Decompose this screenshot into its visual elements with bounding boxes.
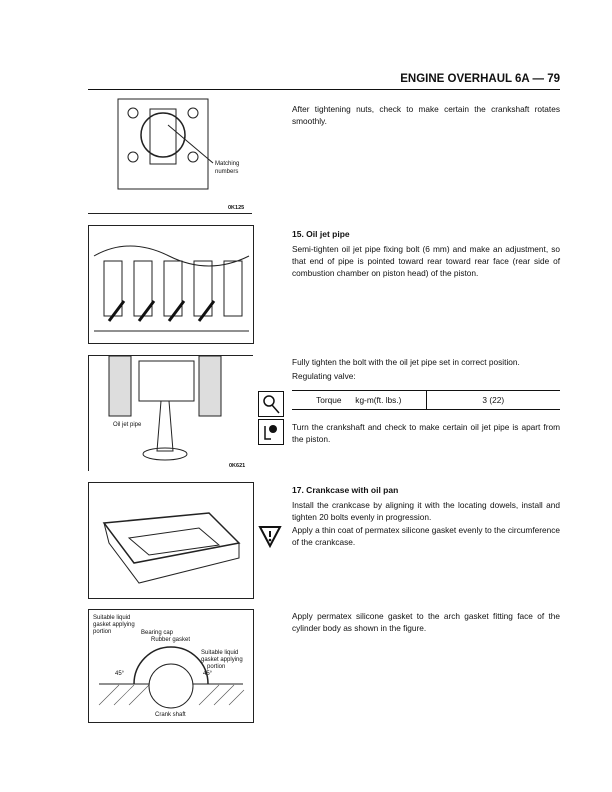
svg-text:Bearing cap: Bearing cap <box>141 630 174 636</box>
svg-text:45°: 45° <box>115 671 125 677</box>
paragraph: Semi-tighten oil jet pipe fixing bolt (6 mm) and make an adjustment, so that end of pipe is pointed toward rear toward rear face (rear side of combustion chamber on piston head) of the piston. <box>292 244 560 278</box>
section-heading-17: 17. Crankcase with oil pan <box>292 485 399 495</box>
svg-text:numbers: numbers <box>215 169 239 175</box>
svg-text:gasket applying: gasket applying <box>93 622 135 628</box>
page-header: ENGINE OVERHAUL 6A — 79 <box>400 73 560 85</box>
paragraph: Fully tighten the bolt with the oil jet pipe set in correct position. <box>292 357 520 367</box>
paragraph: Regulating valve: <box>292 371 356 381</box>
svg-text:45°: 45° <box>203 671 213 677</box>
paragraph: Install the crankcase by aligning it with the locating dowels, install and tighten 20 bolts evenly in progression. <box>292 500 560 522</box>
torque-table <box>292 390 560 410</box>
figure-oil-jet-pipe-detail <box>88 355 253 471</box>
figure-crankcase-oil-pan <box>88 482 254 599</box>
svg-text:gasket applying: gasket applying <box>201 657 243 663</box>
paragraph: After tightening nuts, check to make certain the crankshaft rotates smoothly. <box>292 104 560 126</box>
paragraph: Apply a thin coat of permatex silicone gasket evenly to the circumference of the crankcase. <box>292 525 560 547</box>
svg-text:Crank shaft: Crank shaft <box>155 712 186 718</box>
svg-text:Suitable liquid: Suitable liquid <box>201 650 239 656</box>
figure-gasket-application <box>88 609 254 723</box>
inspect-icon <box>258 419 284 445</box>
paragraph: Turn the crankshaft and check to make certain oil jet pipe is apart from the piston. <box>292 422 560 444</box>
svg-text:Suitable liquid: Suitable liquid <box>93 615 131 621</box>
svg-text:portion: portion <box>93 629 112 635</box>
svg-text:Matching: Matching <box>215 161 240 167</box>
torque-value: 3 (22) <box>482 395 505 405</box>
svg-text:Rubber gasket: Rubber gasket <box>151 637 191 643</box>
figure-code: 0K621 <box>229 463 246 469</box>
paragraph: Apply permatex silicone gasket to the arch gasket fitting face of the cylinder body as shown in the figure. <box>292 611 560 633</box>
section-heading-15: 15. Oil jet pipe <box>292 229 350 239</box>
torque-label: Torque kg-m(ft. lbs.) <box>292 391 426 410</box>
torque-wrench-icon <box>258 391 284 417</box>
figure-matching-numbers <box>88 95 252 214</box>
figure-code: 0K125 <box>228 205 245 211</box>
caution-triangle-icon <box>258 524 282 548</box>
svg-text:portion: portion <box>207 664 226 670</box>
svg-text:Oil jet pipe: Oil jet pipe <box>113 422 142 428</box>
header-rule <box>88 89 560 90</box>
figure-oil-jet-pipes <box>88 225 254 344</box>
